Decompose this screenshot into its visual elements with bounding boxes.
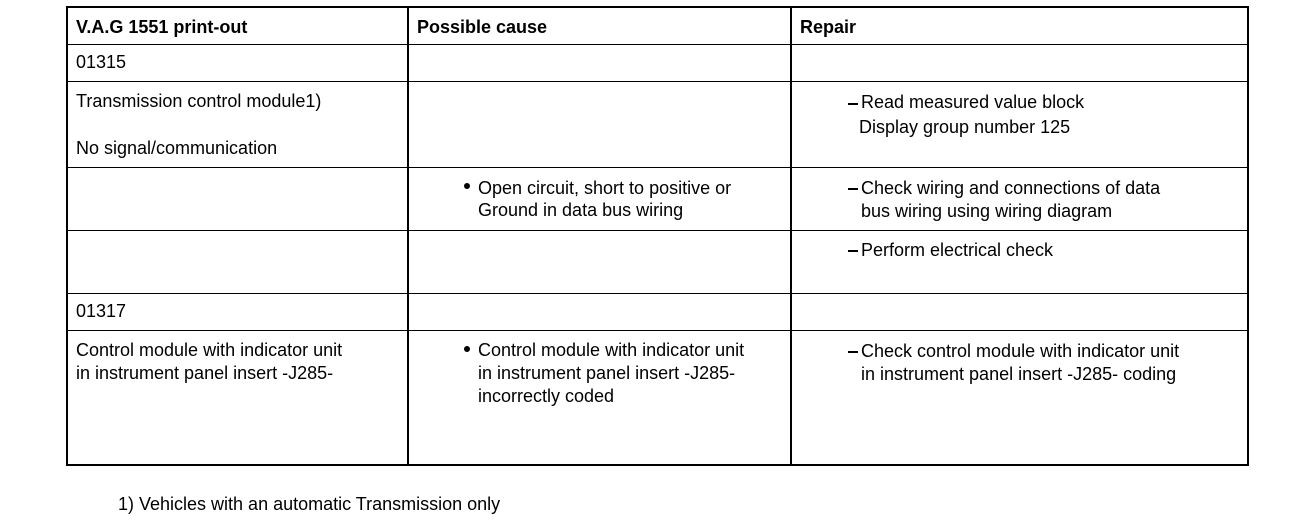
table-row	[68, 331, 1247, 466]
repair-text: Check control module with indicator unit	[861, 341, 1180, 361]
printout-cell	[68, 45, 409, 81]
cause-text: in instrument panel insert -J285-	[478, 363, 736, 383]
table-row	[68, 231, 1247, 294]
repair-cell	[792, 294, 1247, 330]
repair-cell	[792, 231, 1247, 293]
cause-text: Ground in data bus wiring	[478, 200, 684, 220]
header-cell-repair	[792, 8, 1247, 44]
table-row	[68, 82, 1247, 168]
repair-text: Read measured value block	[861, 92, 1085, 112]
printout-cell	[68, 231, 409, 293]
printout-text: No signal/communication	[76, 138, 278, 158]
table-row	[68, 294, 1247, 331]
cause-text: Open circuit, short to positive or	[478, 178, 732, 198]
printout-cell	[68, 168, 409, 230]
repair-text: Check wiring and connections of data	[861, 178, 1161, 198]
dash-icon	[848, 351, 858, 353]
cause-cell	[409, 82, 792, 167]
header-cause: Possible cause	[417, 17, 548, 37]
dash-icon	[848, 188, 858, 190]
printout-text: in instrument panel insert -J285-	[76, 363, 334, 383]
fault-code: 01315	[76, 52, 127, 72]
cause-cell	[409, 294, 792, 330]
cause-cell	[409, 231, 792, 293]
header-cell-cause	[409, 8, 792, 44]
footnote: 1) Vehicles with an automatic Transmission only	[118, 494, 501, 514]
header-cell-printout	[68, 8, 409, 44]
repair-text: Perform electrical check	[861, 240, 1054, 260]
dash-icon	[848, 250, 858, 252]
repair-cell	[792, 82, 1247, 167]
header-printout: V.A.G 1551 print-out	[76, 17, 248, 37]
repair-cell	[792, 168, 1247, 230]
cause-text: Control module with indicator unit	[478, 340, 745, 360]
repair-text: Display group number 125	[859, 117, 1071, 137]
repair-cell	[792, 331, 1247, 466]
cause-cell	[409, 331, 792, 466]
printout-cell	[68, 82, 409, 167]
dash-icon	[848, 103, 858, 105]
diagnosis-table	[66, 6, 1249, 466]
table-row	[68, 45, 1247, 82]
table-header-row	[68, 8, 1247, 45]
printout-text: Transmission control module1)	[76, 91, 322, 111]
repair-text: in instrument panel insert -J285- coding	[861, 364, 1177, 384]
fault-code: 01317	[76, 301, 127, 321]
bullet-icon	[464, 346, 470, 352]
cause-cell	[409, 45, 792, 81]
cause-cell	[409, 168, 792, 230]
header-repair: Repair	[800, 17, 857, 37]
table-row	[68, 168, 1247, 231]
cause-text: incorrectly coded	[478, 386, 615, 406]
printout-cell	[68, 294, 409, 330]
repair-text: bus wiring using wiring diagram	[861, 201, 1113, 221]
printout-text: Control module with indicator unit	[76, 340, 343, 360]
bullet-icon	[464, 183, 470, 189]
repair-cell	[792, 45, 1247, 81]
printout-cell	[68, 331, 409, 466]
